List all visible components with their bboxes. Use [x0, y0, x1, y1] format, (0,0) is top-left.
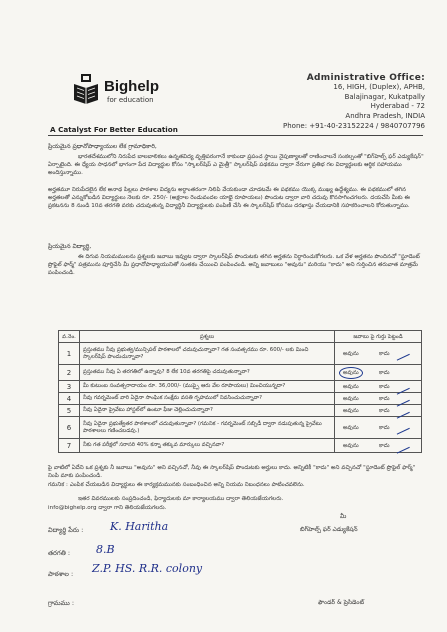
brand-subtitle: for education: [107, 96, 154, 104]
tagline: A Catalyst For Better Education: [50, 125, 178, 134]
row-number: 1: [59, 343, 80, 365]
office-line: 16, HIGH, (Duplex), APHB,: [333, 83, 425, 92]
yes-option[interactable]: అవును: [343, 395, 359, 402]
col-answer-header: జవాబు పై గుర్తు పెట్టండి: [335, 331, 422, 343]
answer-cell[interactable]: [335, 405, 422, 417]
class-value[interactable]: 8.B: [96, 543, 115, 556]
row-question: ప్రస్తుతము నీవు ఏ తరగతిలో ఉన్నావు? 8 లేక 10వ తరగతిపై చదువుతున్నావా?: [80, 365, 335, 381]
office-address: [255, 74, 425, 131]
salutation: ప్రియమైన ప్రధానోపాధ్యాయుల లేక గ్రామాధికారి,: [48, 143, 157, 150]
row-question: నీకు గత పరీక్షలో సరాసరి 40% కన్నా తక్కువ మార్కులు వచ్చినవా?: [80, 439, 335, 453]
village-label: గ్రామము :: [48, 599, 75, 607]
table-row: [59, 439, 422, 453]
yes-option[interactable]: అవును: [343, 350, 359, 357]
no-option[interactable]: కాదు: [379, 369, 390, 376]
table-row: [59, 343, 422, 365]
signature-closing: మీ: [340, 513, 347, 520]
school-value[interactable]: Z.P. HS. R.R. colony: [92, 562, 203, 575]
eligibility-table: [58, 330, 422, 453]
name-label: విద్యార్థి పేరు :: [48, 526, 84, 534]
no-option[interactable]: కాదు: [379, 442, 390, 449]
intro-paragraph: భారతదేశములోని నిరుపేద బాలబాలికలు ఉన్నతవిద్య వృత్తిపరంగానే కాకుండా ప్రపంచ స్థాయి నైపుణ్యాలతో రాణించాలనే సంకల్పంతో "బిగ్‌హెల్ప్ ఫర్ ఎడ్యుకేషన్" ఏర్పాటైంది. ఈ ధ్యేయ సాధనలో భాగంగా పేద విద్యార్థుల కోసం "స్కాలర్‌షిప్ ఎ మైత్రీ" స్కాలర్‌షిప్ పథకము ద్వారా నేరుగా ప్రతిభ గల విద్యార్థులకు ఆర్థిక సహాయము అందిస్తున్నాము.: [48, 154, 424, 176]
office-line: Balajinagar, Kukatpally: [344, 92, 425, 101]
table-row: [59, 417, 422, 439]
pen-tick-mark: [394, 349, 410, 361]
yes-option[interactable]: అవును: [343, 424, 359, 431]
row-number: 3: [59, 381, 80, 393]
row-question: ప్రస్తుతము నీవు ప్రభుత్వ/మున్సిపల్ పాఠశాలలో చదువుచున్నావా? గత సంవత్సరము రూ. 600/- లకు మించి స్కాలర్‌షిప్ పొందుచున్నావా?: [80, 343, 335, 365]
class-label: తరగతి :: [48, 549, 71, 557]
student-name-value[interactable]: K. Haritha: [110, 520, 169, 533]
col-number-header: వ.నెం.: [59, 331, 80, 343]
office-line: Andhra Pradesh, INDIA: [345, 111, 425, 120]
info-paragraph: ఇతర వివరములకు సంప్రదించండి, ఫిర్యాదులకు మా కార్యాలయము ద్వారా తెలియజేయగలరు.: [78, 496, 284, 502]
row-number: 7: [59, 439, 80, 453]
row-question: నీవు ఏదైనా ప్రైవేటు హాస్టల్‌లో ఉంటూ ఫీజు చెల్లించుచున్నావా?: [80, 405, 335, 417]
answer-cell[interactable]: [335, 417, 422, 439]
no-option[interactable]: కాదు: [379, 424, 390, 431]
table-row: [59, 381, 422, 393]
yes-option[interactable]: అవును: [343, 369, 359, 376]
signature-org: బిగ్‌హెల్ప్ ఫర్ ఎడ్యుకేషన్: [300, 526, 358, 533]
table-row: [59, 393, 422, 405]
row-number: 6: [59, 417, 80, 439]
row-number: 4: [59, 393, 80, 405]
student-salutation: ప్రియమైన విద్యార్థి,: [48, 243, 92, 250]
answer-cell[interactable]: [335, 393, 422, 405]
row-question: మీ కుటుంబ సంవత్సరాదాయం రూ. 36,000/- (ముప్పై ఆరు వేల రూపాయలు) మించియున్నదా?: [80, 381, 335, 393]
office-phone: Phone: +91-40-23152224 / 9840707796: [283, 122, 425, 131]
email-line: info@bighelp.org ద్వారా గాని తెలియజేయగలరు.: [48, 505, 167, 511]
no-option[interactable]: కాదు: [379, 407, 390, 414]
school-label: పాఠశాల :: [48, 570, 74, 578]
yes-option[interactable]: అవును: [343, 383, 359, 390]
brand-name: Bighelp: [104, 78, 159, 95]
instruction-paragraph: ఈ దిగువ నియమములను ప్రశ్నలకు జవాబు ఇవ్వుట ద్వారా స్కాలర్‌షిప్ పొందుటకు తగిన అర్హతను నిర్ధారించుకోగలరు. ఒక వేళ అర్హతను పొందినచో "స్టూడెంట్ ప్రొఫైల్ ఫార్మ్" పత్రమును పూర్తిచేసి మీ ప్రధానోపాధ్యాయునితో సంతకం చేయించి పంపించండి. అన్ని జవాబులు "అవును" మరియు "కాదు" అని గుర్తించిన తరువాత మాత్రమే పంపించండి.: [48, 254, 420, 276]
office-line: Hyderabad - 72: [370, 102, 425, 111]
answer-cell[interactable]: [335, 381, 422, 393]
table-header-row: [59, 331, 422, 343]
answer-cell[interactable]: [335, 439, 422, 453]
no-option[interactable]: కాదు: [379, 350, 390, 357]
second-paragraph: అర్హతమూ నిరుపేదలైన లేక అనాథ పిల్లలు పాఠశాల విద్యను అర్ధాంతరంగా నిలిపి వేయకుండా చూడటమే ఈ పథకము యొక్క ముఖ్య ఉద్దేశ్యము. ఈ పథకములో తగిన అర్హతలతో ఎన్నుకోబడిన విద్యార్థులు నెలకు రూ. 250/- (అక్షరాల రెండువందల యాభై రూపాయలు) పొందుట ద్వారా వారి చదువు కొనసాగించగలరు. దయచేసి మీకు ఈ ప్రకటనను 8 నుండి 10వ తరగతి వరకు చదువుతున్న విద్యార్థినీ విద్యార్థులకు పంపిణీ చేసి ఈ స్కాలర్‌షిప్ కోసము దరఖాస్తు చేయడానికి సహకరించాలని కోరుతున్నాము.: [48, 187, 410, 209]
office-title: Administrative Office:: [306, 73, 425, 83]
yes-option[interactable]: అవును: [343, 442, 359, 449]
no-option[interactable]: కాదు: [379, 383, 390, 390]
answer-cell[interactable]: [335, 343, 422, 365]
no-option[interactable]: కాదు: [379, 395, 390, 402]
signature-role: ఫౌండర్ & ప్రెసిడెంట్: [318, 599, 365, 606]
row-number: 2: [59, 365, 80, 381]
row-question: నీవు ఏదైనా ప్రభుత్వేతర పాఠశాలలో చదువుతున్నావా? (గమనిక - గవర్నమెంట్ సబ్సిడీ ద్వారా నడుపుతున్న ప్రైవేటు పాఠశాలలు గణించబడవు.): [80, 417, 335, 439]
header-divider: [48, 135, 423, 136]
note-paragraph: గమనిక : ఎంపిక చేయబడిన విద్యార్థులు ఈ కార్యక్రమమునకు సంబంధించిన అన్ని నియమ నిబంధనలు పాటించవలెను.: [48, 482, 305, 488]
pen-tick-mark: [394, 423, 410, 435]
answer-cell[interactable]: [335, 365, 422, 381]
row-question: నీవు గవర్నమెంట్ వారి ఏదైనా సాంఘిక సంక్షేమ వసతి గృహములో నివసించుచున్నావా?: [80, 393, 335, 405]
table-row: [59, 405, 422, 417]
book-logo-icon: [72, 74, 100, 104]
col-question-header: ప్రశ్నలు: [80, 331, 335, 343]
table-row: [59, 365, 422, 381]
after-table-paragraph: పై వాటిలో ఏదేని ఒక ప్రశ్నకు నీ జవాబు "అవును" అని వచ్చినచో, నీవు ఈ స్కాలర్‌షిప్ పొందుటకు అర్హులు కాదు. అన్నిటికీ "కాదు" అని వచ్చినచో "స్టూడెంట్ ప్రొఫైల్ ఫార్మ్" నింపి మాకు పంపించండి.: [48, 465, 416, 479]
pen-tick-mark: [394, 442, 410, 454]
yes-option[interactable]: అవును: [343, 407, 359, 414]
row-number: 5: [59, 405, 80, 417]
